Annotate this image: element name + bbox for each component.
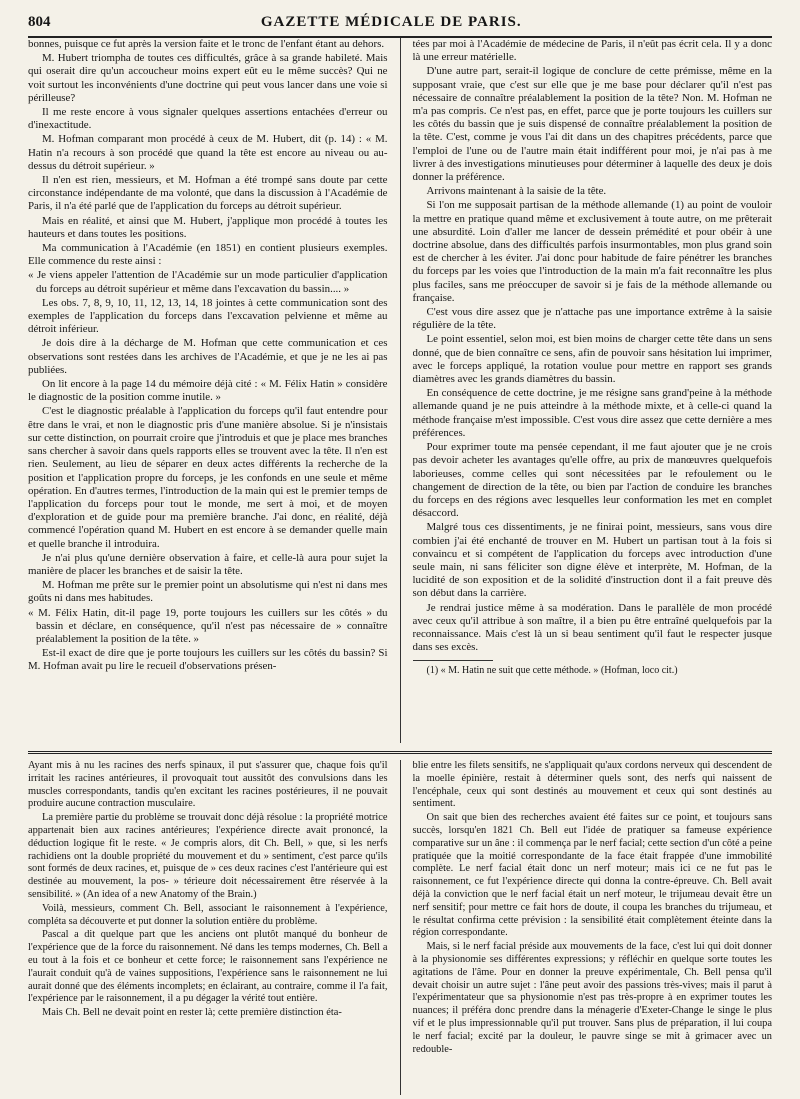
paragraph: Les obs. 7, 8, 9, 10, 11, 12, 13, 14, 18 jointes à cette communication sont des exemples de l'application du forceps dans l'excavation pelvienne et même au détroit inférieur. bbox=[28, 296, 388, 336]
paragraph: Je rendrai justice même à sa modération. Dans le parallèle de mon procédé avec ceux qu'il attribue à son maître, il a bien pu être entraîné quelquefois par la reconnaissance. Mais c'est là un si beau sentiment qu'il faut le respecter jusque dans ses excès. bbox=[412, 601, 772, 654]
upper-right-column bbox=[413, 38, 773, 743]
paragraph: C'est vous dire assez que je n'attache pas une importance extrême à la saisie régulière de la tête. bbox=[412, 306, 772, 332]
upper-left-column bbox=[28, 38, 388, 743]
paragraph: M. Hofman comparant mon procédé à ceux de M. Hubert, dit (p. 14) : « M. Hatin n'a recours à son procédé que quand la tête est encore au niveau ou au-dessus du détroit supérieur. » bbox=[28, 133, 388, 172]
footnote: (1) « M. Hatin ne suit que cette méthode. » (Hofman, loco cit.) bbox=[426, 665, 678, 677]
paragraph: Pour exprimer toute ma pensée cependant, il me faut ajouter que je ne crois pas devoir acheter les avantages qu'elle offre, au prix de manœuvres quelquefois laborieuses, comme celles qui sont nécessitées par le refoulement ou le changement de direction de la tête, ou bien par l'action de conduire les branches du forceps en des régions avec lesquelles leur conformation les met en complet désaccord. bbox=[412, 441, 772, 520]
paragraph: On sait que bien des recherches avaient été faites sur ce point, et toujours sans succès, lorsqu'en 1821 Ch. Bell eut l'idée de pratiquer sa fameuse expérience comparative sur un âne : il commença par le nerf facial; cette section d'un côté a peine pratiquée que la moitié correspondante de la face était frappée d'une immobilité complète. Le nerf facial était donc un nerf moteur; mais ici ce ne fut pas le raisonnement, ce fut l'expérience directe qui donna la contre-épreuve. Ch. Bell avait déjà la conviction que le nerf facial était un nerf moteur, le trijumeau devait être un nerf sensitif; pour mettre ce fait hors de doute, il coupa les branches du trijumeau, et le résultat confirma cette prévision : la sensibilité était complètement éteinte dans la région correspondante. bbox=[412, 812, 772, 939]
paragraph: Mais, si le nerf facial préside aux mouvements de la face, c'est lui qui doit donner à la physionomie ses différentes expressions; y réfléchir en quelque sorte toutes les agitations de l'âme. Pour en donner la preuve expérimentale, Ch. Bell pensa qu'il devait choisir un autre sujet : l'âne peut avoir des passions très-vives; mais il parut à l'expérimentateur que sa physionomie n'est pas très-propre à en exprimer toutes les nuances; il préféra donc prendre dans la ménagerie d'Exeter-Change le singe le plus vif et le plus impressionnable qu'il put trouver. Sans plus de préparation, il lui coupa le nerf facial; excité par la douleur, le pauvre singe se mit à grimacer avec un redouble- bbox=[412, 941, 772, 1055]
footnote-rule bbox=[413, 660, 493, 661]
paragraph: M. Hubert triompha de toutes ces difficultés, grâce à sa grande habileté. Mais qui oserait dire qu'un accoucheur moins expert eût eu le même succès? Qui ne voit surtout les inconvénients d'une doctrine qui peut vous lancer dans une voie si périlleuse? bbox=[28, 52, 388, 104]
paragraph: Il me reste encore à vous signaler quelques assertions entachées d'erreur ou d'inexactitude. bbox=[28, 106, 388, 132]
paragraph: Si l'on me supposait partisan de la méthode allemande (1) au point de vouloir la mettre en pratique quand même et exclusivement à toute autre, on me prêterait une absurdité. Loin d'aller me lancer de dessein prémédité et pour obéir à une doctrine absolue, dans des difficultés parfois insurmontables, mon plus grand soin est de chercher à les éviter. J'ai donc pour habitude de faire pénétrer les branches du forceps par les voies que l'introduction de la main m'a fait reconnaître les plus plus faciles, sans me préoccuper de savoir si je fais de la méthode allemande ou française. bbox=[412, 199, 772, 304]
paragraph: Il n'en est rien, messieurs, et M. Hofman a été trompé sans doute par cette circonstance indépendante de ma volonté, que dans la discussion à l'Académie de Paris, il n'a été parlé que de l'application du forceps au détroit supérieur. bbox=[28, 174, 388, 213]
paragraph: Arrivons maintenant à la saisie de la tête. bbox=[426, 185, 607, 198]
paragraph: Malgré tous ces dissentiments, je ne finirai point, messieurs, sans vous dire combien j'ai été enchanté de trouver en M. Hubert un partisan tout à la fois si convaincu et si compétent de l'application du forceps avec introduction d'une seule main, ni sans féliciter son digne élève et interprète, M. Hofman, de la lucidité de son exposition et de la solidité d'instruction dont il a fait preuve dès son début dans la carrière. bbox=[412, 521, 772, 600]
journal-title: GAZETTE MÉDICALE DE PARIS. bbox=[260, 14, 522, 30]
paragraph: Mais Ch. Bell ne devait point en rester là; cette première distinction éta- bbox=[42, 1007, 342, 1019]
paragraph: Je n'ai plus qu'une dernière observation à faire, et celle-là aura pour sujet la manière de placer les branches et de saisir la tête. bbox=[28, 551, 388, 577]
column-divider bbox=[400, 760, 401, 1095]
paragraph: Ayant mis à nu les racines des nerfs spinaux, il put s'assurer que, chaque fois qu'il irritait les racines antérieures, il provoquait tout aussitôt des convulsions dans les muscles correspondants, tandis qu'en excitant les racines postérieures, il ne pouvait produire aucune contraction musculaire. bbox=[28, 760, 388, 810]
paragraph: « Je viens appeler l'attention de l'Académie sur un mode particulier d'application du forceps au détroit supérieur et même dans l'excavation du bassin.... » bbox=[28, 269, 388, 295]
paragraph: Je dois dire à la décharge de M. Hofman que cette communication et ces observations sont restées dans les archives de l'Académie, et que je ne les ai pas publiées. bbox=[28, 337, 388, 376]
paragraph: « M. Félix Hatin, dit-il page 19, porte toujours les cuillers sur les côtés » du bassin et déclare, en conséquence, qu'il n'est pas nécessaire de » connaître préalablement la position de la tête. » bbox=[28, 606, 388, 645]
page-header bbox=[28, 0, 772, 38]
column-divider bbox=[400, 38, 401, 743]
paragraph: M. Hofman me prête sur le premier point un absolutisme qui n'est ni dans mes goûts ni dans mes habitudes. bbox=[28, 579, 388, 605]
paragraph: D'une autre part, serait-il logique de conclure de cette prémisse, même en la supposant vraie, que c'est sur elle que je me base pour déclarer qu'il n'est pas nécessaire de connaître préalablement la position de la tête? Non. M. Hofman ne m'a pas compris. Ce n'est pas, en effet, parce que je porte toujours les cuillers sur les côtés du bassin que je suis dispensé de connaître préalablement la position de la tête. C'est, comme je vous l'ai dit dans un des chapitres précédents, parce que l'emploi de l'une ou de l'autre main était indifférent pour moi, je n'ai pas à me livrer à des investigations minutieuses pour déterminer à laquelle des deux je dois donner la préférence. bbox=[412, 65, 772, 184]
paragraph: Ma communication à l'Académie (en 1851) en contient plusieurs exemples. Elle commence du reste ainsi : bbox=[28, 242, 388, 268]
lower-article bbox=[28, 760, 772, 1095]
paragraph: La première partie du problème se trouvait donc déjà résolue : la propriété motrice appartenait bien aux racines antérieures; l'expérience directe avait prononcé, la déduction logique fit le reste. « Je compris alors, dit Ch. Bell, » que, si les nerfs rachidiens ont la double propriété du mouvement et du » sentiment, c'est parce qu'ils sont formés de deux racines, et, puisque de » ces deux racines c'est l'antérieure qui est destinée au mouvement, la pos- » térieure doit nécessairement être réservée à la sensibilité. » (An idea of a new Anatomy of the Brain.) bbox=[28, 812, 388, 900]
paragraph: Pascal a dit quelque part que les anciens ont plutôt manqué du bonheur de l'expérience que de la force du raisonnement. Né dans les temps modernes, Ch. Bell a eu tout à la fois et ce bonheur et cette force; le raisonnement sans l'expérience ne l'aurait conduit qu'à de vaines suppositions, l'expérience sans le raisonnement ne lui aurait donné que des éléments incomplets; en éclairant, au contraire, comme il l'a fait, l'expérience par le raisonnement, il a pu dégager la vérité tout entière. bbox=[28, 929, 388, 1005]
lower-right-column bbox=[413, 760, 773, 1095]
paragraph: Est-il exact de dire que je porte toujours les cuillers sur les côtés du bassin? Si M. Hofman avait pu lire le recueil d'observations présen- bbox=[28, 647, 388, 673]
section-separator bbox=[28, 751, 772, 754]
paragraph: En conséquence de cette doctrine, je me résigne sans grand'peine à la méthode allemande quand je ne puis atteindre à la méthode mixte, et à celle-ci quand la méthode française m'est impossible. C'est vous dire assez que cette dernière a mes préférences. bbox=[412, 387, 772, 439]
paragraph: On lit encore à la page 14 du mémoire déjà cité : « M. Félix Hatin » considère le diagnostic de la position comme inutile. » bbox=[28, 378, 388, 404]
paragraph: Voilà, messieurs, comment Ch. Bell, associant le raisonnement à l'expérience, compléta sa découverte et put donner la solution entière du problème. bbox=[28, 902, 388, 927]
paragraph: bonnes, puisque ce fut après la version faite et le tronc de l'enfant étant au dehors. bbox=[28, 38, 385, 50]
paragraph: Le point essentiel, selon moi, est bien moins de charger cette tête dans un sens donné, que de bien connaître ce sens, afin de pouvoir sans hésitation lui imprimer, avec le forceps appliqué, la rotation voulue pour mettre en rapport ses grands diamètres avec les grands diamètres du bassin. bbox=[412, 333, 772, 386]
paragraph: tées par moi à l'Académie de médecine de Paris, il n'eût pas écrit cela. Il y a donc là une erreur matérielle. bbox=[412, 38, 772, 64]
upper-article bbox=[28, 38, 772, 743]
page-number: 804 bbox=[28, 14, 51, 30]
paragraph: Mais en réalité, et ainsi que M. Hubert, j'applique mon procédé à toutes les hauteurs et dans toutes les positions. bbox=[28, 214, 388, 240]
paragraph: C'est le diagnostic préalable à l'application du forceps qu'il faut entendre pour être dans le vrai, et non le diagnostic pris d'une manière absolue. Si je n'insistais sur cette distinction, on pourrait croire que j'introduis et que je place mes branches sans chercher à savoir dans quels rapports elles se trouvent avec la tête. Il n'en est rien. Seulement, au lieu de séparer en deux actes différents la recherche de la position et l'application propre du forceps, je les confonds en une seule et même opération. En d'autres termes, l'introduction de la main qui est le premier temps de l'application du forceps pour tout le monde, me sert à moi, et de moyen d'exploration et de guide pour ma première branche. J'ai donc, en réalité, déjà commencé l'opération quand M. Hubert en est encore à se demander quelle main et quelle branche il introduira. bbox=[28, 405, 388, 550]
lower-left-column bbox=[28, 760, 388, 1095]
paragraph: blie entre les filets sensitifs, ne s'appliquait qu'aux cordons nerveux qui descendent de la moelle épinière, restait à déterminer quels sont, des nerfs qui naissent de l'encéphale, ceux qui sont destinés au mouvement et ceux qui sont destinés au sentiment. bbox=[412, 760, 772, 810]
